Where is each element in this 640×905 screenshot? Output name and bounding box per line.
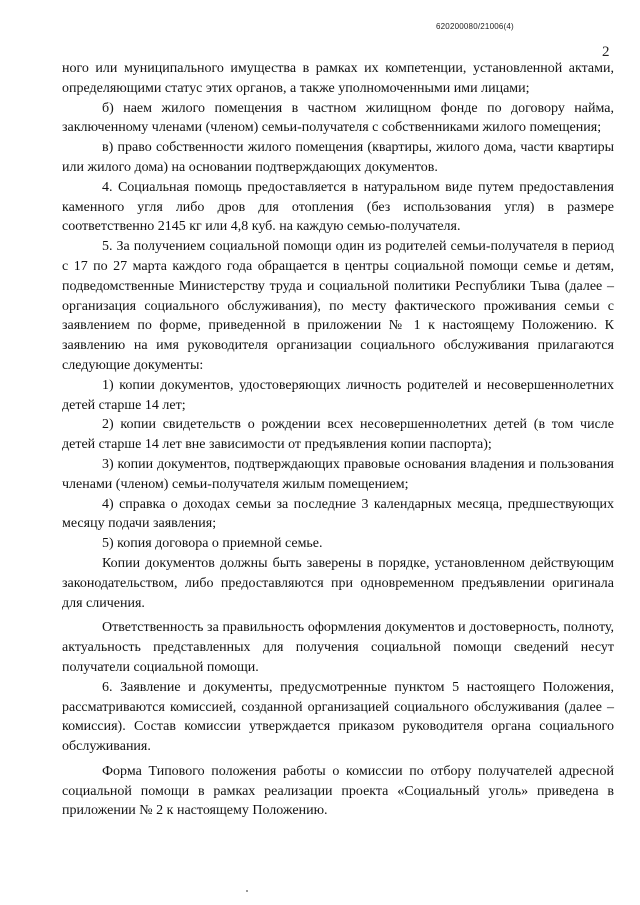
document-body: [62, 59, 614, 821]
list-item-2: 2) копии свидетельств о рождении всех несовершеннолетних детей (в том числе детей старше 14 лет вне зависимости от предъявления копии паспорта);: [62, 417, 614, 453]
list-item-1: 1) копии документов, удостоверяющих личность родителей и несовершеннолетних детей старше 14 лет;: [62, 377, 614, 413]
paragraph-responsibility: Ответственность за правильность оформления документов и достоверность, полноту, актуальность представленных для получения социальной помощи сведений несут получатели социальной помощи.: [62, 620, 614, 675]
list-item-4: 4) справка о доходах семьи за последние 3 календарных месяца, предшествующих месяцу подачи заявления;: [62, 496, 614, 532]
paragraph-section-4: 4. Социальная помощь предоставляется в натуральном виде путем предоставления каменного угля либо дров для отопления (без использования угля) в размере соответственно 2145 кг или 4,8 куб. на каждую семью-получателя.: [62, 179, 614, 235]
list-item-5: 5) копия договора о приемной семье.: [102, 536, 323, 552]
paragraph-item-v: в) право собственности жилого помещения (квартиры, жилого дома, части квартиры или жилого дома) на основании подтверждающих документов.: [62, 140, 614, 175]
page-number: 2: [602, 44, 610, 60]
paragraph-item-b: б) наем жилого помещения в частном жилищном фонде по договору найма, заключенному членами (членом) семьи-получателя с собственниками жилого помещения;: [62, 100, 614, 136]
document-id: 620200080/21006(4): [436, 22, 514, 31]
paragraph-form: Форма Типового положения работы о комиссии по отбору получателей адресной социальной помощи в рамках реализации проекта «Социальный уголь» приведена в приложении № 2 к настоящему Положению.: [62, 763, 614, 819]
paragraph-section-6: 6. Заявление и документы, предусмотренные пунктом 5 настоящего Положения, рассматриваются комиссией, созданной организацией социального обслуживания (далее – комиссия). Состав комиссии утверждается приказом руководителя органа социального обслуживания.: [62, 679, 614, 755]
paragraph-copies: Копии документов должны быть заверены в порядке, установленном действующим законодательством, либо предоставляются при одновременном предъявлении оригинала для сличения.: [62, 555, 614, 611]
paragraph-continuation: ного или муниципального имущества в рамках их компетенции, установленной актами, определяющими статус этих органов, а также уполномоченными ими лицами;: [62, 61, 614, 96]
paragraph-section-5: 5. За получением социальной помощи один из родителей семьи-получателя в период с 17 по 27 марта каждого года обращается в центры социальной помощи семье и детям, подведомственные Министерству труда и социальной политики Республики Тыва (далее – организация социального обслуживания), по месту фактического проживания семьи с заявлением по форме, приведенной в приложении № 1 к настоящему Положению. К заявлению на имя руководителя организации социального обслуживания прилагаются следующие документы:: [62, 239, 614, 373]
list-item-3: 3) копии документов, подтверждающих правовые основания владения и пользования членами (членом) семьи-получателя жилым помещением;: [62, 456, 614, 492]
scan-speck: [246, 890, 248, 892]
